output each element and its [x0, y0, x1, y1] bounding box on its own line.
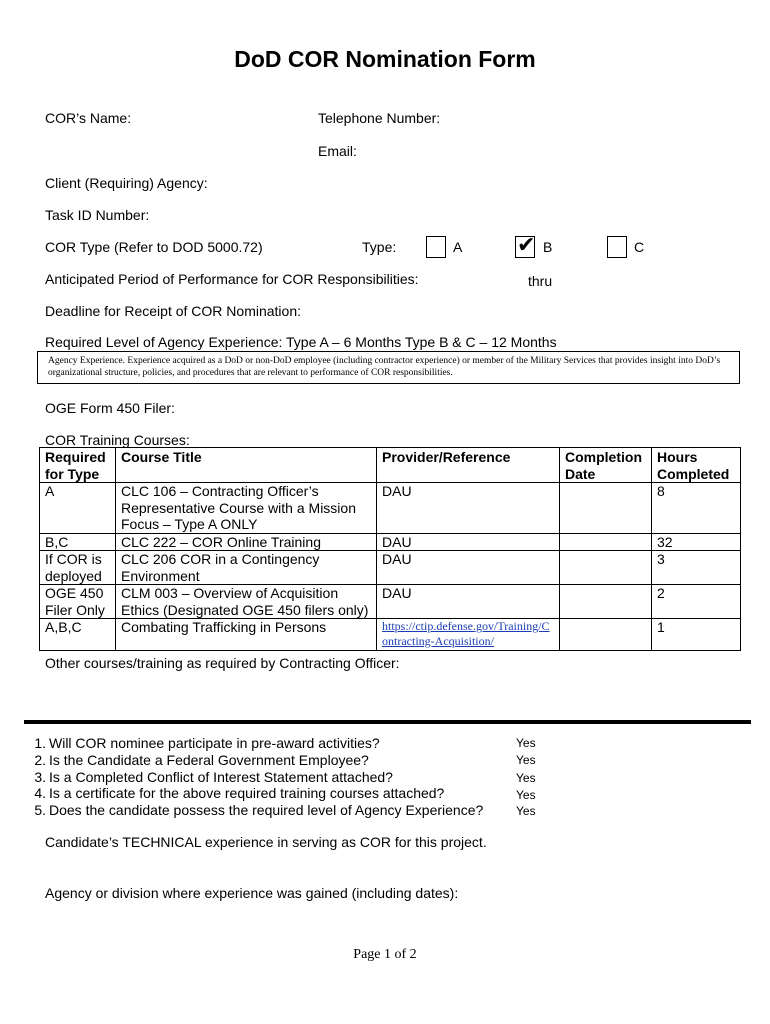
question-text: Does the candidate possess the required level of Agency Experience? [49, 802, 484, 819]
type-a-checkbox[interactable] [426, 236, 446, 258]
type-label: Type: [362, 239, 397, 255]
client-agency-label: Client (Requiring) Agency: [45, 175, 208, 191]
cor-type-label: COR Type (Refer to DOD 5000.72) [45, 239, 263, 255]
deadline-label: Deadline for Receipt of COR Nomination: [45, 303, 302, 319]
cell-hours: 2 [652, 585, 741, 619]
cell-date[interactable] [560, 619, 652, 651]
header-completion-date: Completion Date [560, 448, 652, 483]
period-label: Anticipated Period of Performance for COR Responsibilities: [45, 271, 419, 287]
cell-title: Combating Trafficking in Persons [116, 619, 377, 651]
list-item [24, 752, 483, 769]
answer-4[interactable]: Yes [516, 788, 536, 802]
cell-date[interactable] [560, 585, 652, 619]
cell-type: A [40, 483, 116, 534]
technical-experience-label: Candidate’s TECHNICAL experience in serving as COR for this project. [45, 834, 487, 850]
cell-title: CLM 003 – Overview of Acquisition Ethics (Designated OGE 450 filers only) [116, 585, 377, 619]
question-list [24, 735, 483, 819]
type-a-label: A [453, 239, 463, 255]
cell-type: A,B,C [40, 619, 116, 651]
question-number: 1. [34, 735, 46, 751]
telephone-label: Telephone Number: [318, 110, 441, 126]
cell-hours: 1 [652, 619, 741, 651]
cell-provider: DAU [377, 551, 560, 585]
header-course-title: Course Title [116, 448, 377, 483]
cell-title: CLC 206 COR in a Contingency Environment [116, 551, 377, 585]
section-divider [24, 720, 751, 724]
answer-3[interactable]: Yes [516, 771, 536, 785]
list-item [24, 735, 483, 752]
cell-type: If COR is deployed [40, 551, 116, 585]
table-row [40, 483, 741, 534]
question-text: Is the Candidate a Federal Government Employee? [49, 751, 369, 768]
question-number: 3. [34, 768, 46, 785]
email-label: Email: [318, 143, 357, 159]
list-item [24, 769, 483, 786]
cell-hours: 32 [652, 533, 741, 551]
question-text: Will COR nominee participate in pre-award activities? [49, 735, 380, 751]
table-row [40, 551, 741, 585]
type-c-label: C [634, 239, 645, 255]
page-title: DoD COR Nomination Form [234, 46, 536, 72]
agency-division-label: Agency or division where experience was gained (including dates): [45, 885, 459, 901]
header-hours: Hours Completed [652, 448, 741, 483]
answer-1[interactable]: Yes [516, 736, 536, 750]
training-label: COR Training Courses: [45, 432, 190, 448]
cell-hours: 3 [652, 551, 741, 585]
cor-name-label: COR’s Name: [45, 110, 132, 126]
cell-date[interactable] [560, 533, 652, 551]
answer-2[interactable]: Yes [516, 753, 536, 767]
cell-date[interactable] [560, 483, 652, 534]
header-required-type: Required for Type [40, 448, 116, 483]
check-icon: ✔ [517, 233, 536, 258]
question-number: 4. [34, 785, 46, 802]
cell-date[interactable] [560, 551, 652, 585]
thru-label: thru [528, 273, 553, 289]
oge-filer-label: OGE Form 450 Filer: [45, 400, 175, 416]
cell-title: CLC 106 – Contracting Officer’s Representative Course with a Mission Focus – Type A ONLY [116, 483, 377, 534]
courses-table [39, 447, 741, 651]
type-b-label: B [543, 239, 553, 255]
header-provider: Provider/Reference [377, 448, 560, 483]
answer-5[interactable]: Yes [516, 804, 536, 818]
experience-level-label: Required Level of Agency Experience: Type A – 6 Months Type B & C – 12 Months [45, 334, 557, 350]
question-text: Is a certificate for the above required training courses attached? [49, 785, 445, 802]
page-footer: Page 1 of 2 [353, 947, 417, 962]
cell-type: OGE 450 Filer Only [40, 585, 116, 619]
ctip-training-link[interactable]: https://ctip.defense.gov/Training/Contracting-Acquisition/ [377, 619, 560, 651]
task-id-label: Task ID Number: [45, 207, 150, 223]
cell-hours: 8 [652, 483, 741, 534]
cell-provider: DAU [377, 483, 560, 534]
list-item [24, 802, 483, 819]
experience-note: Agency Experience. Experience acquired as a DoD or non-DoD employee (including contractor experience) or member of the Military Services that provides insight into DoD’s organizational structure, policies, and procedures that are relevant to performance of COR responsibilities. [37, 351, 740, 384]
table-header-row [40, 448, 741, 483]
question-text: Is a Completed Conflict of Interest Statement attached? [49, 768, 393, 785]
other-courses-label: Other courses/training as required by Contracting Officer: [45, 655, 400, 671]
type-c-checkbox[interactable] [607, 236, 627, 258]
question-number: 5. [34, 802, 46, 819]
table-row [40, 533, 741, 551]
table-row [40, 585, 741, 619]
table-row [40, 619, 741, 651]
type-b-checkbox[interactable] [515, 233, 536, 258]
cell-title: CLC 222 – COR Online Training [116, 533, 377, 551]
list-item [24, 785, 483, 802]
cell-provider: DAU [377, 533, 560, 551]
cell-type: B,C [40, 533, 116, 551]
cell-provider: DAU [377, 585, 560, 619]
question-number: 2. [34, 751, 46, 768]
